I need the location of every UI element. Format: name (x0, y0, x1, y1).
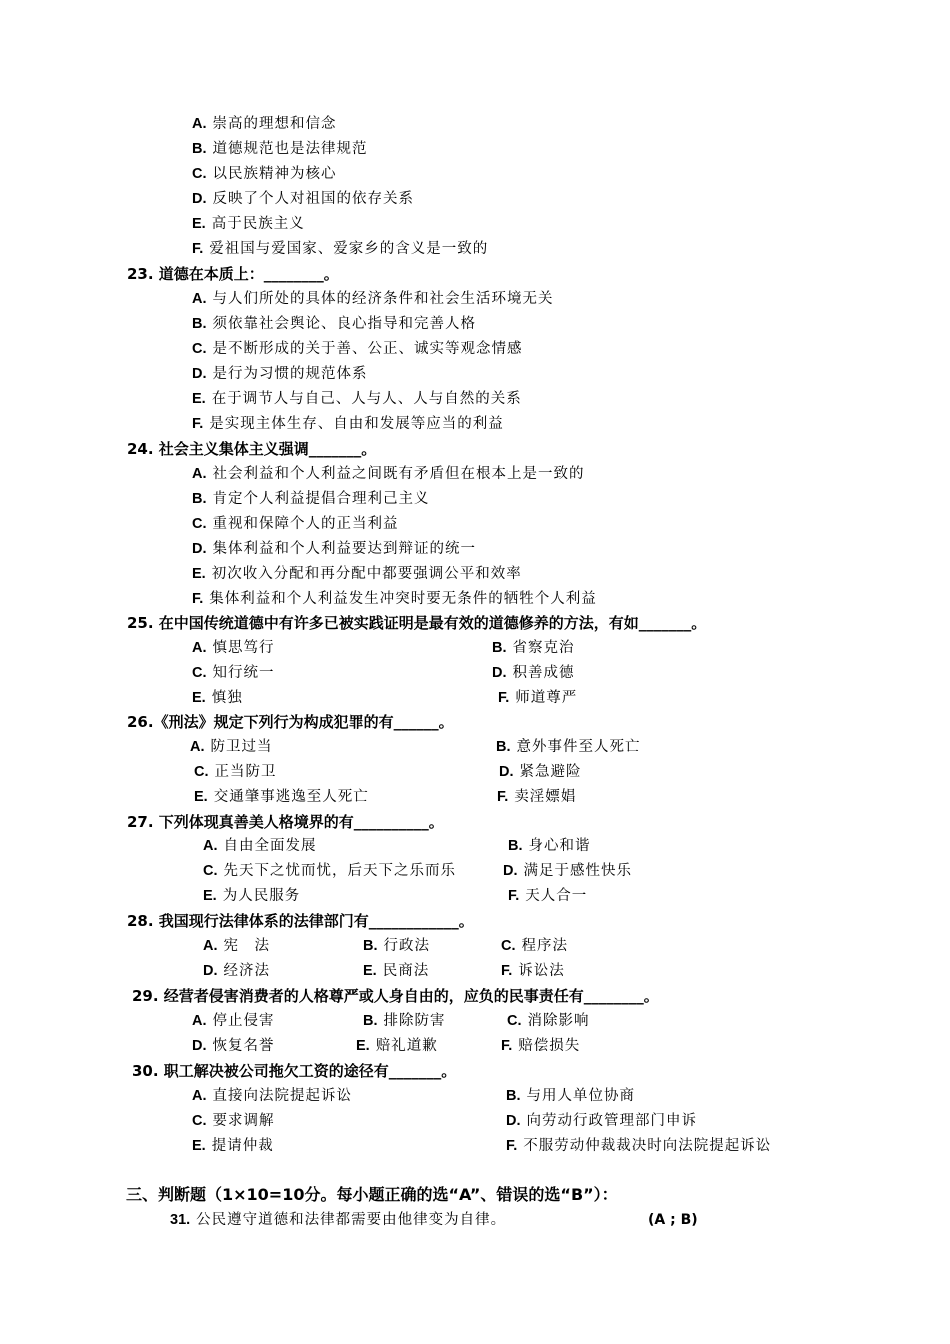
option-25-a: A. 慎思笃行 (192, 640, 275, 656)
option-26-f: F. 卖淫嫖娼 (497, 789, 577, 805)
option-23-a: A. 与人们所处的具体的经济条件和社会生活环境无关 (192, 291, 554, 307)
option-22-d: D. 反映了个人对祖国的依存关系 (192, 191, 414, 207)
option-27-a: A. 自由全面发展 (203, 838, 317, 854)
option-30-c: C. 要求调解 (192, 1113, 275, 1129)
option-29-f: F. 赔偿损失 (501, 1038, 581, 1054)
option-26-b: B. 意外事件至人死亡 (496, 739, 641, 755)
option-27-e: E. 为人民服务 (203, 888, 301, 904)
option-30-e: E. 提请仲裁 (192, 1138, 274, 1154)
question-30-stem: 30. 职工解决被公司拖欠工资的途径有_______。 (132, 1062, 457, 1080)
option-26-c: C. 正当防卫 (194, 764, 277, 780)
option-27-f: F. 天人合一 (508, 888, 588, 904)
option-30-f: F. 不服劳动仲裁裁决时向法院提起诉讼 (506, 1138, 772, 1154)
option-25-c: C. 知行统一 (192, 665, 275, 681)
option-23-c: C. 是不断形成的关于善、公正、诚实等观念情感 (192, 341, 523, 357)
option-30-a: A. 直接向法院提起诉讼 (192, 1088, 352, 1104)
option-25-b: B. 省察克治 (492, 640, 575, 656)
question-28-stem: 28. 我国现行法律体系的法律部门有____________。 (127, 912, 474, 930)
option-28-c: C. 程序法 (501, 938, 568, 954)
option-25-e: E. 慎独 (192, 690, 243, 706)
question-31: 31. 公民遵守道德和法律都需要由他律变为自律。 (170, 1212, 507, 1228)
question-29-stem: 29. 经营者侵害消费者的人格尊严或人身自由的，应负的民事责任有________。 (132, 987, 659, 1005)
option-24-e: E. 初次收入分配和再分配中都要强调公平和效率 (192, 566, 522, 582)
question-24-stem: 24. 社会主义集体主义强调_______。 (127, 440, 377, 458)
option-27-c: C. 先天下之忧而忧，后天下之乐而乐 (203, 863, 456, 879)
option-24-c: C. 重视和保障个人的正当利益 (192, 516, 399, 532)
option-26-d: D. 紧急避险 (499, 764, 582, 780)
option-22-c: C. 以民族精神为核心 (192, 166, 337, 182)
option-27-d: D. 满足于感性快乐 (503, 863, 632, 879)
option-29-c: C. 消除影响 (507, 1013, 590, 1029)
option-24-a: A. 社会利益和个人利益之间既有矛盾但在根本上是一致的 (192, 466, 585, 482)
option-24-b: B. 肯定个人利益提倡合理利己主义 (192, 491, 430, 507)
option-30-d: D. 向劳动行政管理部门申诉 (506, 1113, 697, 1129)
option-24-d: D. 集体利益和个人利益要达到辩证的统一 (192, 541, 476, 557)
question-27-stem: 27. 下列体现真善美人格境界的有__________。 (127, 813, 444, 831)
question-23-stem: 23. 道德在本质上：________。 (127, 265, 339, 283)
option-26-e: E. 交通肇事逃逸至人死亡 (194, 789, 369, 805)
option-22-a: A. 崇高的理想和信念 (192, 116, 337, 132)
option-29-a: A. 停止侵害 (192, 1013, 275, 1029)
option-28-f: F. 诉讼法 (501, 963, 565, 979)
option-22-e: E. 高于民族主义 (192, 216, 305, 232)
option-23-b: B. 须依靠社会舆论、良心指导和完善人格 (192, 316, 476, 332)
question-25-stem: 25. 在中国传统道德中有许多已被实践证明是最有效的道德修养的方法，有如_______。 (127, 614, 707, 632)
option-25-f: F. 师道尊严 (498, 690, 578, 706)
option-29-d: D. 恢复名誉 (192, 1038, 275, 1054)
option-23-d: D. 是行为习惯的规范体系 (192, 366, 368, 382)
section-3-title: 三、判断题（1×10=10分。每小题正确的选“A”、错误的选“B”）： (126, 1185, 618, 1204)
option-28-d: D. 经济法 (203, 963, 270, 979)
option-23-e: E. 在于调节人与自己、人与人、人与自然的关系 (192, 391, 522, 407)
option-22-b: B. 道德规范也是法律规范 (192, 141, 368, 157)
option-22-f: F. 爱祖国与爱国家、爱家乡的含义是一致的 (192, 241, 489, 257)
option-28-b: B. 行政法 (363, 938, 430, 954)
option-25-d: D. 积善成德 (492, 665, 575, 681)
question-31-answer-choices: (A ; B) (648, 1212, 698, 1228)
option-23-f: F. 是实现主体生存、自由和发展等应当的利益 (192, 416, 504, 432)
option-27-b: B. 身心和谐 (508, 838, 591, 854)
option-29-b: B. 排除防害 (363, 1013, 446, 1029)
option-29-e: E. 赔礼道歉 (356, 1038, 438, 1054)
option-30-b: B. 与用人单位协商 (506, 1088, 635, 1104)
option-24-f: F. 集体利益和个人利益发生冲突时要无条件的牺牲个人利益 (192, 591, 597, 607)
question-26-stem: 26.《刑法》规定下列行为构成犯罪的有______。 (127, 713, 454, 731)
option-28-a: A. 宪 法 (203, 938, 270, 954)
option-26-a: A. 防卫过当 (190, 739, 273, 755)
option-28-e: E. 民商法 (363, 963, 430, 979)
